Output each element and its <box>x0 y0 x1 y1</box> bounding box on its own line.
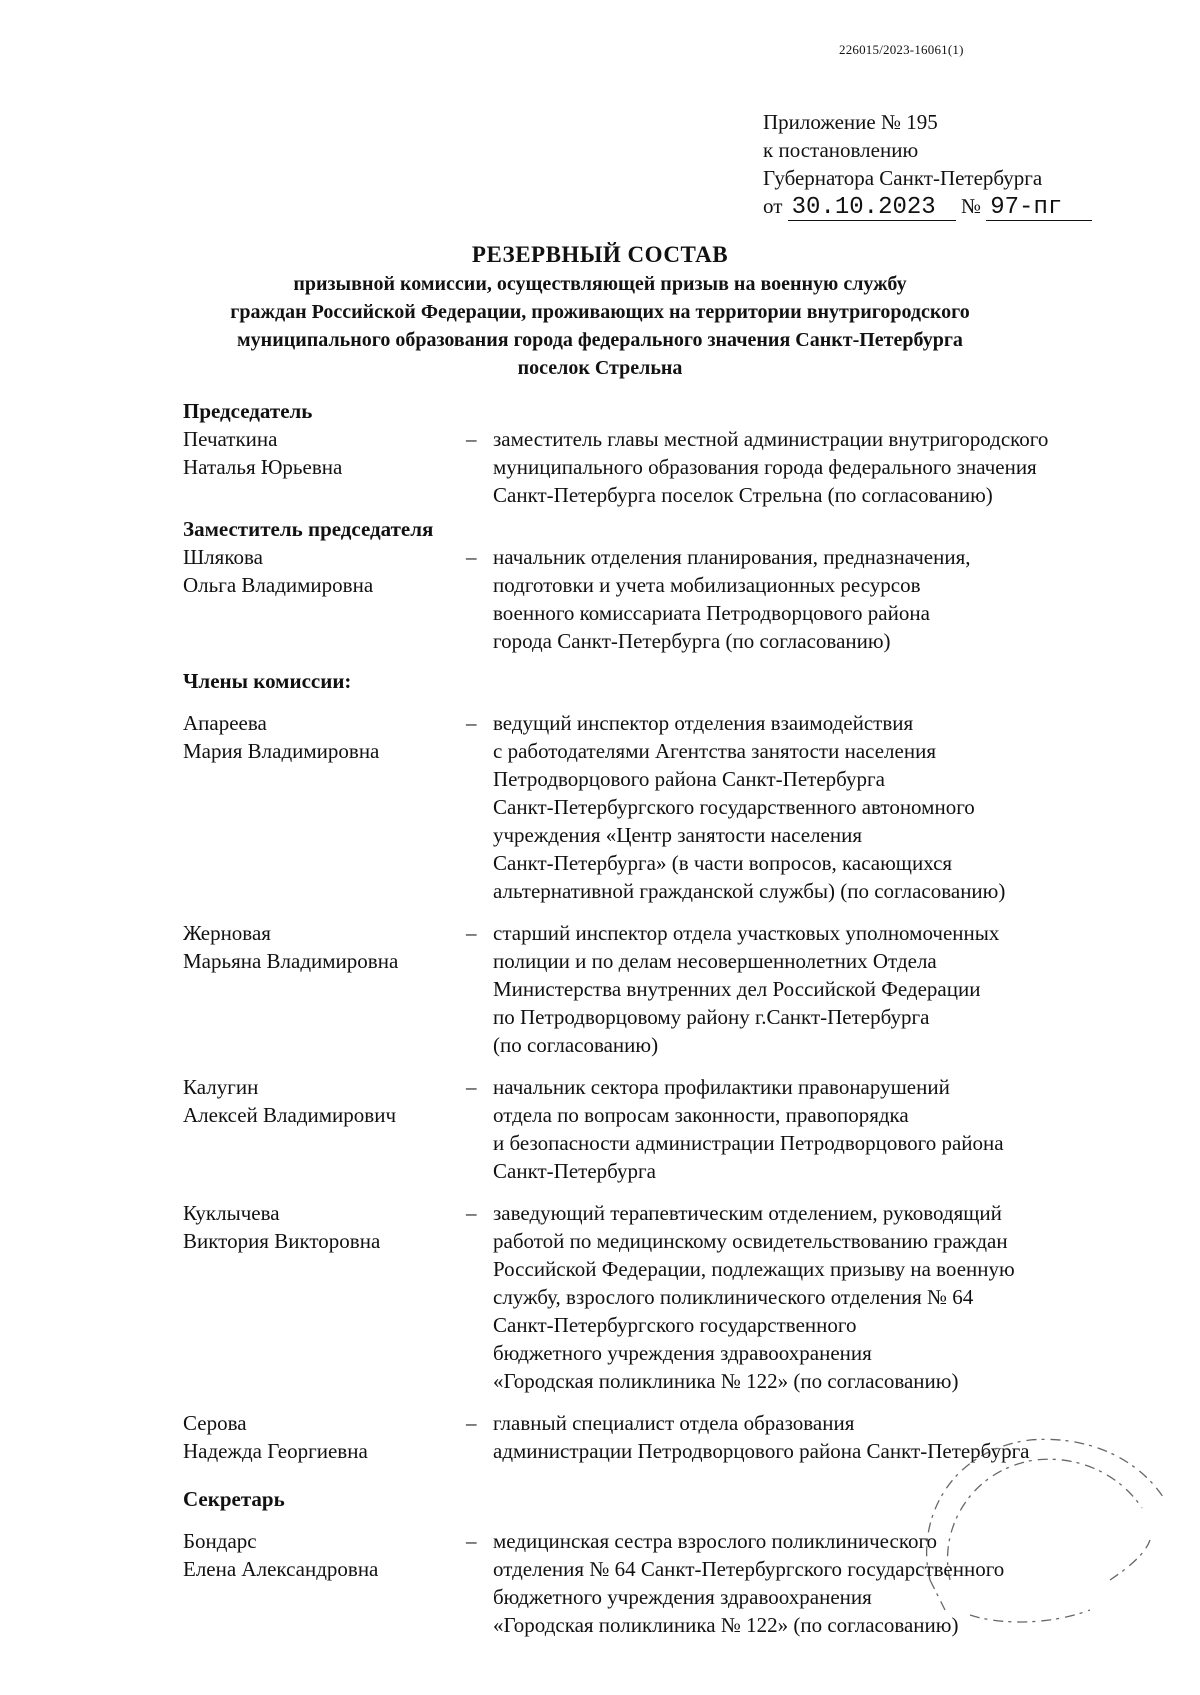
member-entry <box>183 919 1143 1059</box>
member-entry <box>183 709 1143 905</box>
section-heading-chairman: Председатель <box>183 399 313 423</box>
subtitle-line-2: граждан Российской Федерации, проживающих на территории внутригородского <box>230 301 970 323</box>
subtitle-line-3: муниципального образования города федерального значения Санкт-Петербурга <box>237 329 963 351</box>
member-name: Калугин Алексей Владимирович <box>183 1075 397 1127</box>
document-title-block <box>0 240 1200 382</box>
decree-number: 97-пг <box>986 196 1092 221</box>
member-role: ведущий инспектор отделения взаимодействия с работодателями Агентства занятости населения Петродворцового района Санкт-Петербурга Санкт-Петербургского государственного автономного учреждения «Центр занятости населения Санкт-Петербурга» (в части вопросов, касающихся альтернативной гражданской службы) (по согласованию) <box>493 711 1006 903</box>
seal-stamp-icon <box>910 1430 1170 1630</box>
member-entry <box>183 425 1143 509</box>
date-prefix: от <box>763 194 783 218</box>
registration-number: 226015/2023-16061(1) <box>839 42 964 57</box>
dash-separator: – <box>466 1411 477 1435</box>
member-name: Серова Надежда Георгиевна <box>183 1411 368 1463</box>
section-heading-deputy: Заместитель председателя <box>183 517 434 541</box>
member-role: заведующий терапевтическим отделением, руководящий работой по медицинскому освидетельствованию граждан Российской Федерации, подлежащих призыву на военную службу, взрослого поликлинического отделения № 64 Санкт-Петербургского государственного бюджетного учреждения здравоохранения «Городская поликлиника № 122» (по согласованию) <box>493 1201 1015 1393</box>
dash-separator: – <box>466 545 477 569</box>
appendix-block <box>763 108 1092 221</box>
member-role: медицинская сестра взрослого поликлинического отделения № 64 Санкт-Петербургского государственного бюджетного учреждения здравоохранения «Городская поликлиника № 122» (по согласованию) <box>493 1529 1005 1637</box>
member-role: начальник отделения планирования, предназначения, подготовки и учета мобилизационных ресурсов военного комиссариата Петродворцового района города Санкт-Петербурга (по согласованию) <box>493 545 971 653</box>
member-name: Шлякова Ольга Владимировна <box>183 545 374 597</box>
member-role: заместитель главы местной администрации внутригородского муниципального образования города федерального значения Санкт-Петербурга поселок Стрельна (по согласованию) <box>493 427 1049 507</box>
member-role: начальник сектора профилактики правонарушений отдела по вопросам законности, правопорядка и безопасности администрации Петродворцового района Санкт-Петербурга <box>493 1075 1004 1183</box>
number-prefix: № <box>960 194 981 218</box>
section-heading-secretary: Секретарь <box>183 1487 285 1511</box>
dash-separator: – <box>466 711 477 735</box>
appendix-line-1: Приложение № 195 <box>763 110 938 134</box>
subtitle-line-1: призывной комиссии, осуществляющей призыв на военную службу <box>293 273 907 295</box>
appendix-line-2: к постановлению <box>763 138 919 162</box>
appendix-line-3: Губернатора Санкт-Петербурга <box>763 166 1043 190</box>
appendix-date-line <box>763 192 1092 221</box>
member-role: главный специалист отдела образования администрации Петродворцового района Санкт-Петербурга <box>493 1411 1030 1463</box>
member-name: Жерновая Марьяна Владимировна <box>183 921 399 973</box>
member-name: Апареева Мария Владимировна <box>183 711 380 763</box>
dash-separator: – <box>466 1075 477 1099</box>
member-entry <box>183 1199 1143 1395</box>
member-entry <box>183 1073 1143 1185</box>
dash-separator: – <box>466 921 477 945</box>
subtitle-line-4: поселок Стрельна <box>517 357 683 379</box>
decree-date: 30.10.2023 <box>788 196 956 221</box>
dash-separator: – <box>466 1201 477 1225</box>
member-name: Печаткина Наталья Юрьевна <box>183 427 343 479</box>
dash-separator: – <box>466 1529 477 1553</box>
member-entry <box>183 543 1143 655</box>
document-title: РЕЗЕРВНЫЙ СОСТАВ <box>471 242 729 267</box>
member-role: старший инспектор отдела участковых уполномоченных полиции и по делам несовершеннолетних Отдела Министерства внутренних дел Российской Федерации по Петродворцовому району г.Санкт-Петербурга (по согласованию) <box>493 921 1000 1057</box>
member-name: Бондарс Елена Александровна <box>183 1529 379 1581</box>
dash-separator: – <box>466 427 477 451</box>
member-name: Куклычева Виктория Викторовна <box>183 1201 381 1253</box>
section-heading-members: Члены комиссии: <box>183 669 352 693</box>
